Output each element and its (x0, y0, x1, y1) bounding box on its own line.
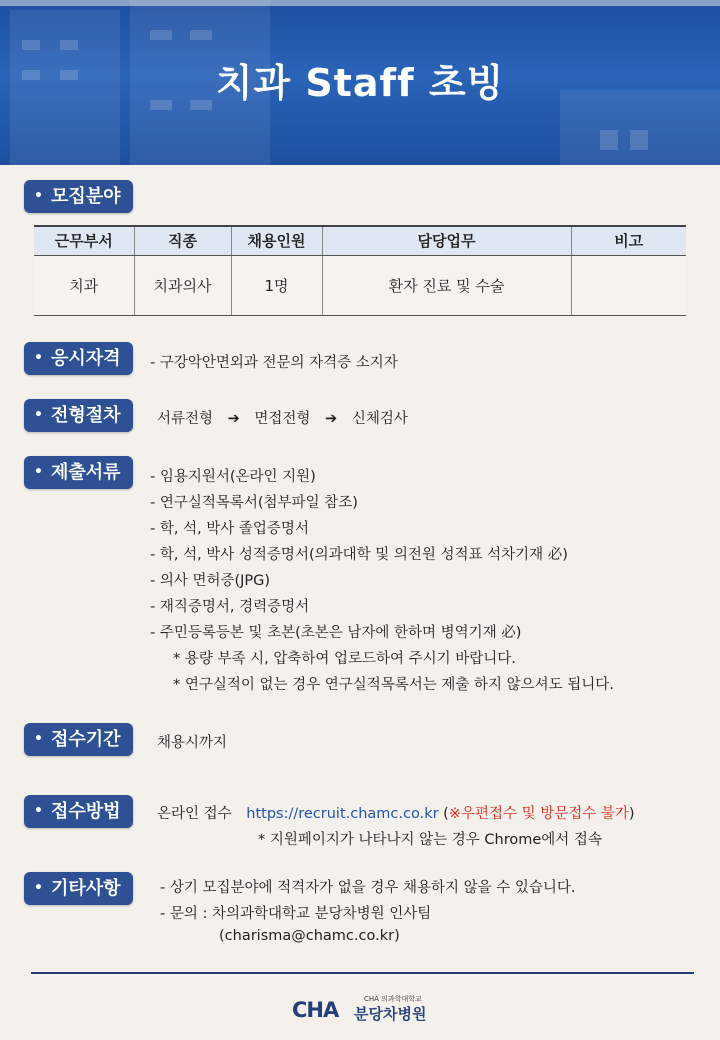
process-step: 신체검사 (351, 411, 408, 427)
section-label: 접수방법 (50, 801, 121, 822)
warning-paren-open: ( (438, 806, 449, 822)
section-badge-period (24, 723, 133, 756)
process-steps (157, 407, 408, 428)
section-badge-etc (24, 872, 133, 905)
section-label: 접수기간 (50, 729, 121, 750)
section-badge-process (24, 399, 133, 432)
method-prefix: 온라인 접수 (157, 806, 232, 822)
document-note: * 용량 부족 시, 압축하여 업로드하여 주시기 바랍니다. (173, 651, 516, 667)
document-item: - 학, 석, 박사 졸업증명서 (150, 521, 309, 537)
header-banner (0, 0, 720, 165)
column-header: 직종 (134, 226, 231, 255)
building-window (630, 130, 648, 150)
section-badge-documents (24, 456, 133, 489)
bullet-icon: • (34, 188, 43, 204)
bullet-icon: • (34, 880, 43, 896)
table-cell: 치과 (34, 255, 134, 315)
bullet-icon: • (34, 407, 43, 423)
arrow-icon: ➔ (227, 411, 240, 427)
column-header: 채용인원 (231, 226, 322, 255)
document-item: - 재직증명서, 경력증명서 (150, 599, 310, 615)
document-item: - 의사 면허증(JPG) (150, 573, 271, 589)
etc-contact: (charisma@chamc.co.kr) (219, 928, 400, 944)
bullet-icon: • (34, 803, 43, 819)
document-item: - 연구실적목록서(첨부파일 참조) (150, 495, 358, 511)
recruit-table (34, 225, 686, 316)
document-item: - 학, 석, 박사 성적증명서(의과대학 및 의전원 성적표 석차기재 必) (150, 547, 568, 563)
section-label: 모집분야 (50, 186, 121, 207)
warning-text: ※우편접수 및 방문접수 불가 (448, 806, 629, 822)
table-cell: 환자 진료 및 수술 (322, 255, 571, 315)
section-label: 응시자격 (50, 348, 121, 369)
section-badge-method (24, 795, 133, 828)
table-cell: 1명 (231, 255, 322, 315)
method-line (157, 802, 635, 823)
header-top-stripe (0, 0, 720, 6)
section-label: 전형절차 (50, 405, 121, 426)
section-label: 제출서류 (50, 462, 121, 483)
process-step: 면접전형 (254, 411, 311, 427)
warning-paren-close: ) (628, 806, 635, 822)
section-badge-field (24, 180, 133, 213)
table-row (34, 255, 686, 315)
logo-hospital-name: 분당차병원 (354, 1005, 427, 1023)
document-item: - 임용지원서(온라인 지원) (150, 469, 316, 485)
building-window (60, 40, 78, 50)
building-window (600, 130, 618, 150)
section-badge-qualification (24, 342, 133, 375)
building-window (190, 30, 212, 40)
qualification-text: - 구강악안면외과 전문의 자격증 소지자 (150, 355, 398, 371)
column-header: 근무부서 (34, 226, 134, 255)
building-window (22, 40, 40, 50)
table-cell (571, 255, 686, 315)
etc-line: - 문의 : 차의과학대학교 분당차병원 인사팀 (160, 906, 432, 922)
table-header-row (34, 226, 686, 255)
document-item: - 주민등록등본 및 초본(초본은 남자에 한하며 병역기재 必) (150, 625, 522, 641)
process-step: 서류전형 (157, 411, 214, 427)
bullet-icon: • (34, 464, 43, 480)
table-cell: 치과의사 (134, 255, 231, 315)
building-window (150, 30, 172, 40)
page-title: 치과 Staff 초빙 (215, 61, 505, 105)
cha-logo-mark: CHA (292, 998, 339, 1022)
column-header: 비고 (571, 226, 686, 255)
period-text: 채용시까지 (157, 735, 228, 751)
recruit-link[interactable]: https://recruit.chamc.co.kr (246, 806, 439, 822)
hospital-logo (292, 994, 442, 1024)
arrow-icon: ➔ (325, 411, 338, 427)
logo-subtitle: CHA 의과학대학교 (364, 995, 422, 1003)
column-header: 담당업무 (322, 226, 571, 255)
section-label: 기타사항 (50, 878, 121, 899)
document-note: * 연구실적이 없는 경우 연구실적목록서는 제출 하지 않으셔도 됩니다. (173, 677, 614, 693)
footer-divider (31, 972, 694, 974)
bullet-icon: • (34, 350, 43, 366)
method-note: * 지원페이지가 나타나지 않는 경우 Chrome에서 접속 (258, 832, 602, 848)
etc-line: - 상기 모집분야에 적격자가 없을 경우 채용하지 않을 수 있습니다. (160, 880, 576, 896)
bullet-icon: • (34, 731, 43, 747)
